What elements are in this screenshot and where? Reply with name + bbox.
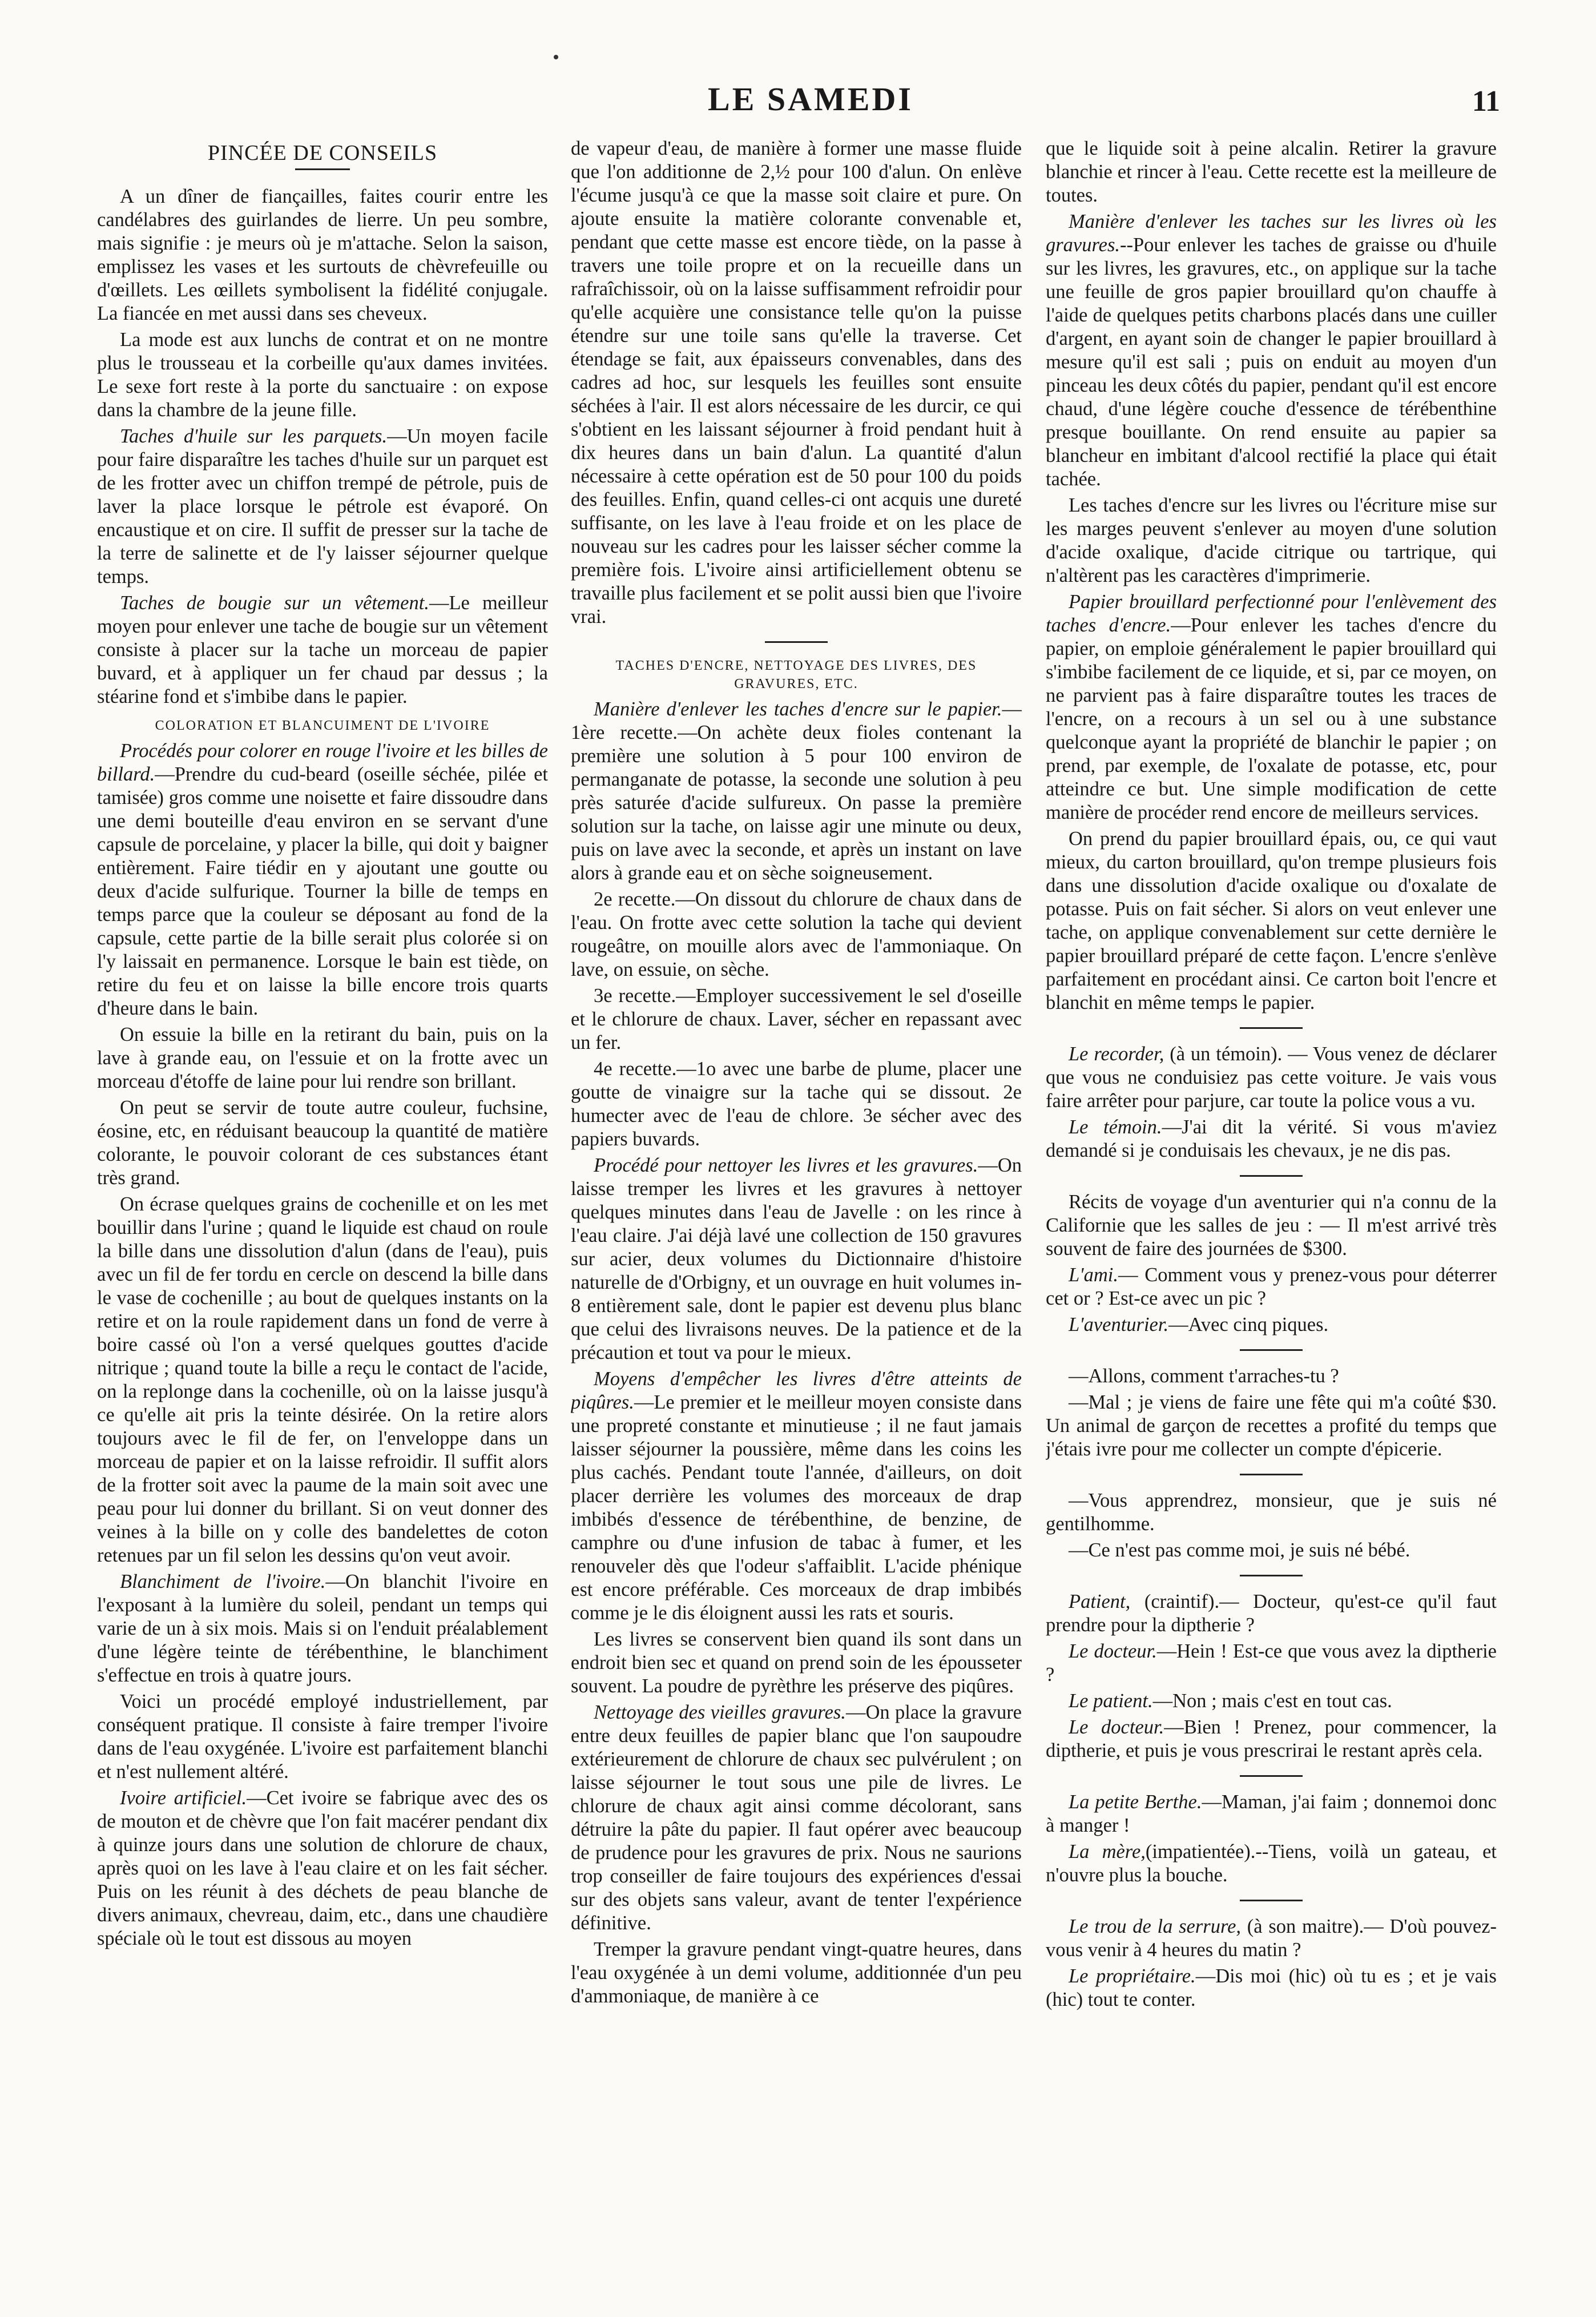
joke-speaker: La mère, xyxy=(1069,1841,1146,1863)
section-heading: TACHES D'ENCRE, NETTOYAGE DES LIVRES, DES GRAVURES, ETC. xyxy=(615,658,977,691)
joke-line: —Vous apprendrez, monsieur, que je suis né gentilhomme. xyxy=(1046,1490,1497,1535)
paragraph-lead: Procédés pour colorer en rouge l'ivoire et les billes de billard. xyxy=(97,740,548,785)
joke-text: (craintif).— Docteur, qu'est-ce qu'il faut prendre pour la diptherie ? xyxy=(1046,1591,1497,1636)
joke-line xyxy=(1046,1116,1497,1162)
paragraph xyxy=(571,1701,1022,1935)
joke-line xyxy=(1046,1965,1497,2012)
paragraph-body: —Pour enlever les taches d'encre du papier, on emploie généralement le papier brouillard qui s'imbibe facilement de ce liquide, et si, par ce moyen, on ne parvient pas à faire disparaître toutes les traces de l'encre, on a recours à un sel ou à une substance quelconque ayant la propriété de blanchir le papier ; on prend, par exemple, de l'oxalate de potasse, etc, pour atteindre ce but. Une simple modification de cette manière de procéder rend encore de meilleurs services. xyxy=(1046,614,1497,823)
separator-rule xyxy=(1240,1027,1303,1029)
joke-line xyxy=(1046,1264,1497,1310)
joke-speaker: La petite Berthe. xyxy=(1069,1791,1202,1813)
joke-line: —Mal ; je viens de faire une fête qui m'a coûté $30. Un animal de garçon de recettes a profité du temps que j'étais ivre pour me collecter un compte d'épicerie. xyxy=(1046,1391,1497,1460)
paragraph xyxy=(571,1367,1022,1625)
paragraph xyxy=(97,1787,548,1950)
joke-line xyxy=(1046,1043,1497,1113)
paragraph xyxy=(1046,210,1497,491)
paragraph-lead: Manière d'enlever les taches sur les livres où les gravures. xyxy=(1046,211,1497,256)
column-1 xyxy=(97,137,548,2284)
joke-speaker: Patient, xyxy=(1069,1591,1131,1612)
joke-text: — Comment vous y prenez-vous pour déterrer cet or ? Est-ce avec un pic ? xyxy=(1046,1264,1497,1309)
joke-speaker: Le propriétaire. xyxy=(1069,1965,1196,1987)
joke-speaker: Le docteur. xyxy=(1069,1716,1164,1738)
separator-rule xyxy=(1240,1575,1303,1576)
paragraph xyxy=(97,1570,548,1687)
paragraph xyxy=(1046,590,1497,824)
joke-text: —Bien ! Prenez, pour commencer, la diptherie, et puis je vous prescrirai le restant après cela. xyxy=(1046,1716,1497,1761)
paragraph-body: —Le meilleur moyen pour enlever une tache de bougie sur un vêtement consiste à placer sur la tache un morceau de papier buvard, et à appliquer un fer chaud par dessus ; la stéarine fond et s'imbibe dans le papier. xyxy=(97,592,548,707)
paragraph-body: —Prendre du cud-beard (oseille séchée, pilée et tamisée) gros comme une noisette et faire dissoudre dans une demi bouteille d'eau environ en se servant d'une capsule de porcelaine, y placer la bille, qui doit y baigner entièrement. Faire tiédir en y ajoutant une goutte ou deux d'acide sulfurique. Tourner la bille de temps en temps parce que la couleur se déposant au fond de la capsule, cette partie de la bille serait plus colorée si on l'y laissait en permanence. Lorsque le bain est tiède, on retire du feu et on laisse la bille encore trois quarts d'heure dans le bain. xyxy=(97,763,548,1019)
paragraph-body: --Pour enlever les taches de graisse ou d'huile sur les livres, les gravures, etc., on applique sur la tache une feuille de gros papier brouillard qu'on chauffe à l'aide de quelques petits charbons placés dans une cuiller d'argent, en ayant soin de changer le papier brouillard à mesure qu'il est sali ; puis on enduit au moyen d'un pinceau les deux côtés du papier, pendant qu'il est encore chaud, d'une légère couche d'essence de térébenthine presque bouillante. On rend ensuite au papier sa blancheur en imbitant d'alcool rectifié la place qui était tachée. xyxy=(1046,234,1497,490)
joke-text: (impatientée).--Tiens, voilà un gateau, et n'ouvre plus la bouche. xyxy=(1046,1841,1497,1886)
column-2 xyxy=(571,137,1022,2284)
paragraph: La mode est aux lunchs de contrat et on ne montre plus le trousseau et la corbeille qu'aux dames invitées. Le sexe fort reste à la porte du sanctuaire : on expose dans la chambre de la jeune fille. xyxy=(97,329,548,421)
joke-line xyxy=(1046,1640,1497,1687)
joke-line xyxy=(1046,1690,1497,1713)
separator-rule xyxy=(1240,1900,1303,1901)
paragraph: On écrase quelques grains de cochenille et on les met bouillir dans l'urine ; quand le liquide est chaud on roule la bille dans une dissolution d'alun (dans de l'eau), puis avec un fil de fer tordu en cercle on descend la bille dans le vase de cochenille ; au bout de quelques instants on la retire et on la roule rapidement dans un fond de verre à boire cassé où l'on a versé quelques gouttes d'acide nitrique ; quand toute la bille a reçu le contact de l'acide, on la replonge dans la cochenille, où on la laisse jusqu'à ce qu'elle ait pris la teinte désirée. On la retire alors toujours avec le fil de fer, on l'enveloppe dans un morceau de papier et on la laisse refroidir. Il suffit alors de la frotter soit avec la paume de la main soit avec une peau pour lui donner du brillant. Si on veut donner des veines à la bille on y colle des bandelettes de coton retenues par un fil selon les dessins qu'on veut avoir. xyxy=(97,1193,548,1566)
joke-text: —Hein ! Est-ce que vous avez la diptherie ? xyxy=(1046,1640,1497,1686)
separator-rule xyxy=(1240,1775,1303,1777)
paragraph-lead: Taches de bougie sur un vêtement. xyxy=(120,592,429,614)
paragraph: A un dîner de fiançailles, faites courir entre les candélabres des guirlandes de lierre. Un peu sombre, mais signifie : je meurs où je m'attache. Selon la saison, emplissez les vases et les surtouts de chèvrefeuille ou d'œillets. Les œillets symbolisent la fidélité conjugale. La fiancée en met aussi dans ses cheveux. xyxy=(97,186,548,324)
joke-speaker: Le docteur. xyxy=(1069,1640,1157,1662)
separator-rule xyxy=(1240,1474,1303,1475)
joke-line xyxy=(1046,1791,1497,1837)
paragraph xyxy=(97,425,548,589)
title-rule xyxy=(295,168,350,170)
paragraph-body: —On laisse tremper les livres et les gravures à nettoyer quelques minutes dans l'eau de Javelle : on les rince à l'eau claire. J'ai déjà lavé une collection de 150 gravures sur acier, deux volumes du Dictionnaire d'histoire naturelle de d'Orbigny, et un ouvrage en huit volumes in-8 entièrement sale, dont le papier est devenu plus blanc que celui des livraisons neuves. De la patience et de la précaution et tout va pour le mieux. xyxy=(571,1155,1022,1363)
paragraph-lead: Manière d'enlever les taches d'encre sur le papier. xyxy=(594,698,1002,720)
paragraph-lead: Nettoyage des vieilles gravures. xyxy=(594,1701,846,1723)
joke-line xyxy=(1046,1915,1497,1962)
joke-line: —Allons, comment t'arraches-tu ? xyxy=(1069,1365,1339,1387)
column-3 xyxy=(1046,137,1497,2284)
page-number: 11 xyxy=(1472,85,1500,118)
paragraph: On prend du papier brouillard épais, ou, ce qui vaut mieux, du carton brouillard, qu'on trempe plusieurs fois dans une dissolution d'acide oxalique ou d'oxalate de potasse. Puis on fait sécher. Si alors on veut enlever une tache, on applique convenablement sur cette dernière le papier brouillard préparé de cette façon. L'encre s'enlève parfaitement en procédant ainsi. Ce carton boit l'encre et blanchit en même temps le papier. xyxy=(1046,828,1497,1013)
joke-speaker: Le témoin. xyxy=(1069,1116,1162,1138)
paragraph xyxy=(97,739,548,1020)
paragraph-body: —On blanchit l'ivoire en l'exposant à la lumière du soleil, pendant un temps qui varie de un à six mois. Mais si on l'enduit préalablement d'une légère teinte de térébenthine, le blanchiment s'effectue en trois à quatre jours. xyxy=(97,1571,548,1686)
joke-speaker: L'aventurier. xyxy=(1069,1314,1169,1336)
paragraph: 4e recette.—1o avec une barbe de plume, placer une goutte de vinaigre sur la tache qui se dissout. 2e humecter avec de l'eau de chlore. 3e sécher avec des papiers buvards. xyxy=(571,1058,1022,1150)
paragraph: On peut se servir de toute autre couleur, fuchsine, éosine, etc, en réduisant beaucoup la quantité de matière colorante, le pouvoir colorant de ces substances étant très grand. xyxy=(97,1097,548,1189)
joke-text: —J'ai dit la vérité. Si vous m'aviez demandé si je conduisais les chevaux, je ne dis pas. xyxy=(1046,1116,1497,1161)
section-heading: COLORATION ET BLANCUIMENT DE L'IVOIRE xyxy=(155,718,490,733)
separator-rule xyxy=(765,641,828,643)
masthead: LE SAMEDI xyxy=(708,81,913,118)
paragraph xyxy=(571,1154,1022,1365)
paragraph-lead: Blanchiment de l'ivoire. xyxy=(120,1571,326,1592)
joke-line: Récits de voyage d'un aventurier qui n'a connu de la Californie que les salles de jeu : — Il m'est arrivé très souvent de faire des journées de $300. xyxy=(1046,1191,1497,1260)
joke-speaker: Le trou de la serrure, xyxy=(1069,1916,1242,1937)
paragraph-body: —Cet ivoire se fabrique avec des os de mouton et de chèvre que l'on fait macérer pendant dix à quinze jours dans une solution de chlorure de chaux, après quoi on les lave à l'eau claire et on les fait sécher. Puis on les réunit à des déchets de peau blanche de divers animaux, chevreau, daim, etc., dans une chaudière spéciale où le tout est dissous au moyen xyxy=(97,1787,548,1949)
paragraph: Voici un procédé employé industriellement, par conséquent pratique. Il consiste à faire tremper l'ivoire dans de l'eau oxygénée. L'ivoire est parfaitement blanchi et n'est nullement altéré. xyxy=(97,1691,548,1783)
paragraph-lead: Taches d'huile sur les parquets. xyxy=(120,425,388,447)
joke-speaker: Le recorder, xyxy=(1069,1043,1164,1065)
joke-line xyxy=(1046,1840,1497,1887)
paragraph-lead: Papier brouillard perfectionné pour l'enlèvement des taches d'encre. xyxy=(1046,591,1497,636)
paragraph: que le liquide soit à peine alcalin. Retirer la gravure blanchie et rincer à l'eau. Cette recette est la meilleure de toutes. xyxy=(1046,138,1497,206)
paragraph: Les livres se conservent bien quand ils sont dans un endroit bien sec et quand on prend soin de les épousseter souvent. La poudre de pyrèthre les préserve des piqûres. xyxy=(571,1628,1022,1697)
joke-text: —Non ; mais c'est en tout cas. xyxy=(1152,1690,1392,1712)
joke-text: (à son maitre).— D'où pouvez-vous venir à 4 heures du matin ? xyxy=(1046,1916,1497,1961)
joke-line xyxy=(1046,1716,1497,1763)
paragraph xyxy=(571,698,1022,885)
joke-line: —Ce n'est pas comme moi, je suis né bébé. xyxy=(1069,1539,1410,1561)
joke-speaker: Le patient. xyxy=(1069,1690,1153,1712)
joke-text: (à un témoin). — Vous venez de déclarer que vous ne conduisiez pas cette voiture. Je vais vous faire arrêter pour parjure, car toute la police vous a vu. xyxy=(1046,1043,1497,1112)
paragraph-body: —On place la gravure entre deux feuilles de papier blanc que l'on saupoudre extérieurement de chlorure de chaux sec pulvérulent ; on laisse séjourner le tout sous une pile de livres. Le chlorure de chaux agit ainsi comme décolorant, sans détruire la pâte du papier. Il faut opérer avec beaucoup de prudence pour les gravures de prix. Nous ne saurions trop conseiller de faire toujours des expériences d'essai sur des objets sans valeur, avant de tenter l'expérience définitive. xyxy=(571,1701,1022,1934)
paragraph-body: —Un moyen facile pour faire disparaître les taches d'huile sur un parquet est de les frotter avec un chiffon trempé de pétrole, puis de laver la place lorsque le pétrole est évaporé. On encaustique et on cire. Il suffit de presser sur la tache de la terre de salinette et de l'y laisser séjourner quelque temps. xyxy=(97,425,548,588)
paragraph: 3e recette.—Employer successivement le sel d'oseille et le chlorure de chaux. Laver, sécher en repassant avec un fer. xyxy=(571,985,1022,1053)
joke-line xyxy=(1046,1590,1497,1637)
paragraph xyxy=(97,592,548,709)
joke-line xyxy=(1046,1313,1497,1337)
paragraph-lead: Moyens d'empêcher les livres d'être atteints de piqûres. xyxy=(571,1368,1022,1413)
paragraph: Tremper la gravure pendant vingt-quatre heures, dans l'eau oxygénée à un demi volume, additionnée d'un peu d'ammoniaque, de manière à ce xyxy=(571,1938,1022,2007)
joke-text: —Avec cinq piques. xyxy=(1168,1314,1329,1336)
joke-text: —Maman, j'ai faim ; donnemoi donc à manger ! xyxy=(1046,1791,1497,1836)
section-title: PINCÉE DE CONSEILS xyxy=(207,141,438,165)
separator-rule xyxy=(1240,1175,1303,1177)
paragraph-body: —Le premier et le meilleur moyen consiste dans une propreté constante et minutieuse ; il ne faut jamais laisser séjourner la poussière, même dans les coins les plus cachés. Pendant toute l'année, d'ailleurs, on doit placer derrière les volumes des morceaux de drap imbibés d'essence de térébenthine, de benzine, de camphre ou d'une infusion de tabac à fumer, et les renouveler dès que l'odeur s'affaiblit. L'acide phénique est encore préférable. Ces morceaux de drap imbibés comme je le dis éloignent aussi les rats et souris. xyxy=(571,1391,1022,1624)
separator-rule xyxy=(1240,1349,1303,1351)
ink-dot xyxy=(554,55,558,59)
joke-text: —Dis moi (hic) où tu es ; et je vais (hic) tout te conter. xyxy=(1046,1965,1497,2010)
paragraph: Les taches d'encre sur les livres ou l'écriture mise sur les marges peuvent s'enlever au moyen d'une solution d'acide oxalique, d'acide citrique ou tartrique, qui n'altèrent pas les caractères d'imprimerie. xyxy=(1046,494,1497,586)
paragraph-lead: Procédé pour nettoyer les livres et les gravures. xyxy=(594,1155,978,1176)
joke-speaker: L'ami. xyxy=(1069,1264,1118,1286)
paragraph-body: —1ère recette.—On achète deux fioles contenant la première une solution à 5 pour 100 environ de permanganate de potasse, la seconde une solution à peu près saturée d'acide sulfureux. On passe la première solution sur la tache, on laisse agir une minute ou deux, puis on lave avec la seconde, et après un instant on lave alors à grande eau et on sèche soigneusement. xyxy=(571,698,1022,884)
paragraph-lead: Ivoire artificiel. xyxy=(120,1787,247,1809)
paragraph: 2e recette.—On dissout du chlorure de chaux dans de l'eau. On frotte avec cette solution la tache qui devient rougeâtre, on mouille alors avec de l'ammoniaque. On lave, on essuie, on sèche. xyxy=(571,888,1022,980)
paragraph: On essuie la bille en la retirant du bain, puis on la lave à grande eau, on l'essuie et on la frotte avec un morceau d'étoffe de laine pour lui rendre son brillant. xyxy=(97,1024,548,1092)
paragraph: de vapeur d'eau, de manière à former une masse fluide que l'on additionne de 2,½ pour 100 d'alun. On enlève l'écume jusqu'à ce que la masse soit claire et pure. On ajoute ensuite la matière colorante convenable et, pendant que cette masse est encore tiède, on la passe à travers une toile propre et on la recueille dans un rafraîchissoir, où on la laisse suffisamment refroidir pour qu'elle acquière une consistance telle qu'on la puisse étendre sur une toile sans qu'elle la traverse. Cet étendage se fait, aux épaisseurs convenables, dans des cadres ad hoc, sur lesquels les feuilles sont ensuite séchées à l'air. Il est alors nécessaire de les durcir, ce qui s'obtient en les laissant séjourner à froid pendant huit à dix heures dans un bain d'alun. La quantité d'alun nécessaire à cette opération est de 50 pour 100 du poids des feuilles. Enfin, quand celles-ci ont acquis une dureté suffisante, on les lave à l'eau froide et on les place de nouveau sur les cadres pour les laisser sécher comme la première fois. L'ivoire ainsi artificiellement obtenu se travaille plus facilement et se polit aussi bien que l'ivoire vrai. xyxy=(571,138,1022,627)
